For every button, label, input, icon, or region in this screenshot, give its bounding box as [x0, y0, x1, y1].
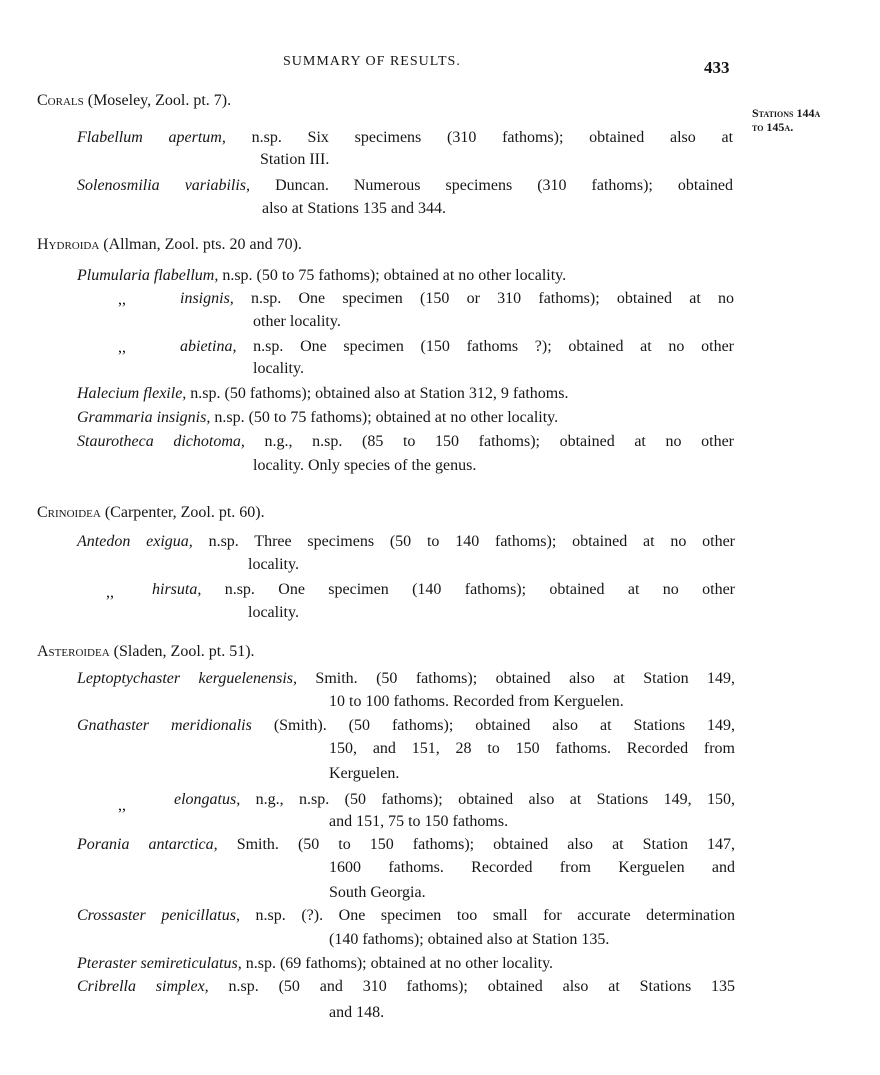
- entry: [77, 977, 735, 997]
- group-name: Hydroida: [37, 236, 100, 253]
- running-header: SUMMARY OF RESULTS.: [283, 54, 461, 69]
- entry-text: (Smith). (50 fathoms); obtained also at Stations 149,: [273, 717, 736, 734]
- entry-continuation: also at Stations 135 and 344.: [262, 200, 446, 217]
- entry: [77, 716, 735, 736]
- entry-text: n.g., n.sp. (85 to 150 fathoms); obtained at no other: [264, 433, 734, 450]
- group-reference: (Allman, Zool. pts. 20 and 70).: [103, 236, 302, 253]
- species-name: Plumularia flabellum,: [77, 267, 219, 284]
- entry-continuation: Kerguelen.: [329, 765, 400, 782]
- species-name: abietina,: [180, 338, 237, 355]
- species-name: Leptoptychaster kerguelenensis,: [77, 670, 297, 687]
- entry-text: n.sp. One specimen (140 fathoms); obtained at no other: [224, 581, 736, 598]
- entry: [77, 906, 735, 926]
- entry: [180, 289, 734, 309]
- species-name: elongatus,: [174, 791, 241, 808]
- entry: [180, 337, 734, 357]
- species-name: Solenosmilia variabilis,: [77, 177, 251, 194]
- section-heading-crinoidea: [37, 503, 265, 523]
- entry-text: n.sp. Six specimens (310 fathoms); obtained also at: [251, 129, 734, 146]
- entry: [77, 384, 568, 404]
- group-name: Corals: [37, 92, 84, 109]
- species-name: Gnathaster meridionalis: [77, 717, 252, 734]
- species-name: insignis,: [180, 290, 234, 307]
- species-name: Porania antarctica,: [77, 836, 218, 853]
- species-name: Antedon exigua,: [77, 533, 193, 550]
- entry-text: n.sp. (?). One specimen too small for accurate determination: [255, 907, 736, 924]
- ditto-mark: ,,: [118, 291, 126, 308]
- page-number: 433: [704, 58, 730, 77]
- entry-continuation: locality.: [248, 604, 299, 621]
- entry: [77, 128, 733, 148]
- entry-continuation: 10 to 100 fathoms. Recorded from Kerguelen.: [329, 693, 624, 710]
- ditto-mark: ,,: [106, 584, 114, 601]
- entry-text: n.sp. (69 fathoms); obtained at no other locality.: [245, 955, 554, 972]
- entry-continuation: locality.: [248, 556, 299, 573]
- section-heading-hydroida: [37, 235, 302, 255]
- ditto-mark: ,,: [118, 797, 126, 814]
- entry-text: n.sp. One specimen (150 fathoms ?); obtained at no other: [253, 338, 734, 355]
- entry-text: n.sp. (50 and 310 fathoms); obtained also at Stations 135: [228, 978, 736, 995]
- entry: [77, 432, 734, 452]
- entry: [77, 669, 735, 689]
- entry-continuation: (140 fathoms); obtained also at Station 135.: [329, 931, 610, 948]
- entry-continuation: and 148.: [329, 1004, 385, 1021]
- entry: [152, 580, 735, 600]
- species-name: Grammaria insignis,: [77, 409, 211, 426]
- entry-text: Smith. (50 fathoms); obtained also at Station 149,: [315, 670, 735, 687]
- entry: [77, 835, 735, 855]
- entry-text: Smith. (50 to 150 fathoms); obtained also at Station 147,: [236, 836, 736, 853]
- entry: [77, 954, 553, 974]
- entry: [77, 176, 733, 196]
- group-reference: (Moseley, Zool. pt. 7).: [87, 92, 232, 109]
- species-name: Crossaster penicillatus,: [77, 907, 240, 924]
- group-name: Crinoidea: [37, 504, 101, 521]
- ditto-mark: ,,: [118, 339, 126, 356]
- entry: [77, 532, 735, 552]
- section-heading-asteroidea: [37, 642, 255, 662]
- entry-continuation: Station III.: [260, 151, 330, 168]
- entry-continuation: locality. Only species of the genus.: [253, 457, 477, 474]
- species-name: hirsuta,: [152, 581, 202, 598]
- entry-continuation: 1600 fathoms. Recorded from Kerguelen and: [329, 859, 735, 876]
- entry-text: n.sp. Three specimens (50 to 140 fathoms); obtained at no other: [208, 533, 736, 550]
- species-name: Staurotheca dichotoma,: [77, 433, 245, 450]
- entry-continuation: other locality.: [253, 313, 341, 330]
- entry: [77, 408, 558, 428]
- section-heading-corals: [37, 91, 231, 111]
- entry-text: n.sp. (50 to 75 fathoms); obtained at no other locality.: [222, 267, 567, 284]
- species-name: Pteraster semireticulatus,: [77, 955, 242, 972]
- entry-text: n.sp. One specimen (150 or 310 fathoms); obtained at no: [251, 290, 735, 307]
- entry-continuation: 150, and 151, 28 to 150 fathoms. Recorded from: [329, 740, 735, 757]
- group-reference: (Carpenter, Zool. pt. 60).: [104, 504, 265, 521]
- margin-note-line1: Stations 144a: [752, 106, 821, 120]
- entry-continuation: and 151, 75 to 150 fathoms.: [329, 813, 509, 830]
- group-reference: (Sladen, Zool. pt. 51).: [113, 643, 255, 660]
- entry-text: n.g., n.sp. (50 fathoms); obtained also at Stations 149, 150,: [255, 791, 736, 808]
- entry: [174, 790, 735, 810]
- entry-continuation: South Georgia.: [329, 884, 426, 901]
- entry-text: n.sp. (50 fathoms); obtained also at Station 312, 9 fathoms.: [190, 385, 569, 402]
- species-name: Flabellum apertum,: [77, 129, 226, 146]
- entry-text: Duncan. Numerous specimens (310 fathoms); obtained: [275, 177, 734, 194]
- margin-note-line2: to 145a.: [752, 120, 794, 134]
- entry-continuation: locality.: [253, 360, 304, 377]
- entry-text: n.sp. (50 to 75 fathoms); obtained at no other locality.: [214, 409, 559, 426]
- species-name: Halecium flexile,: [77, 385, 187, 402]
- species-name: Cribrella simplex,: [77, 978, 209, 995]
- group-name: Asteroidea: [37, 643, 110, 660]
- entry: [77, 266, 566, 286]
